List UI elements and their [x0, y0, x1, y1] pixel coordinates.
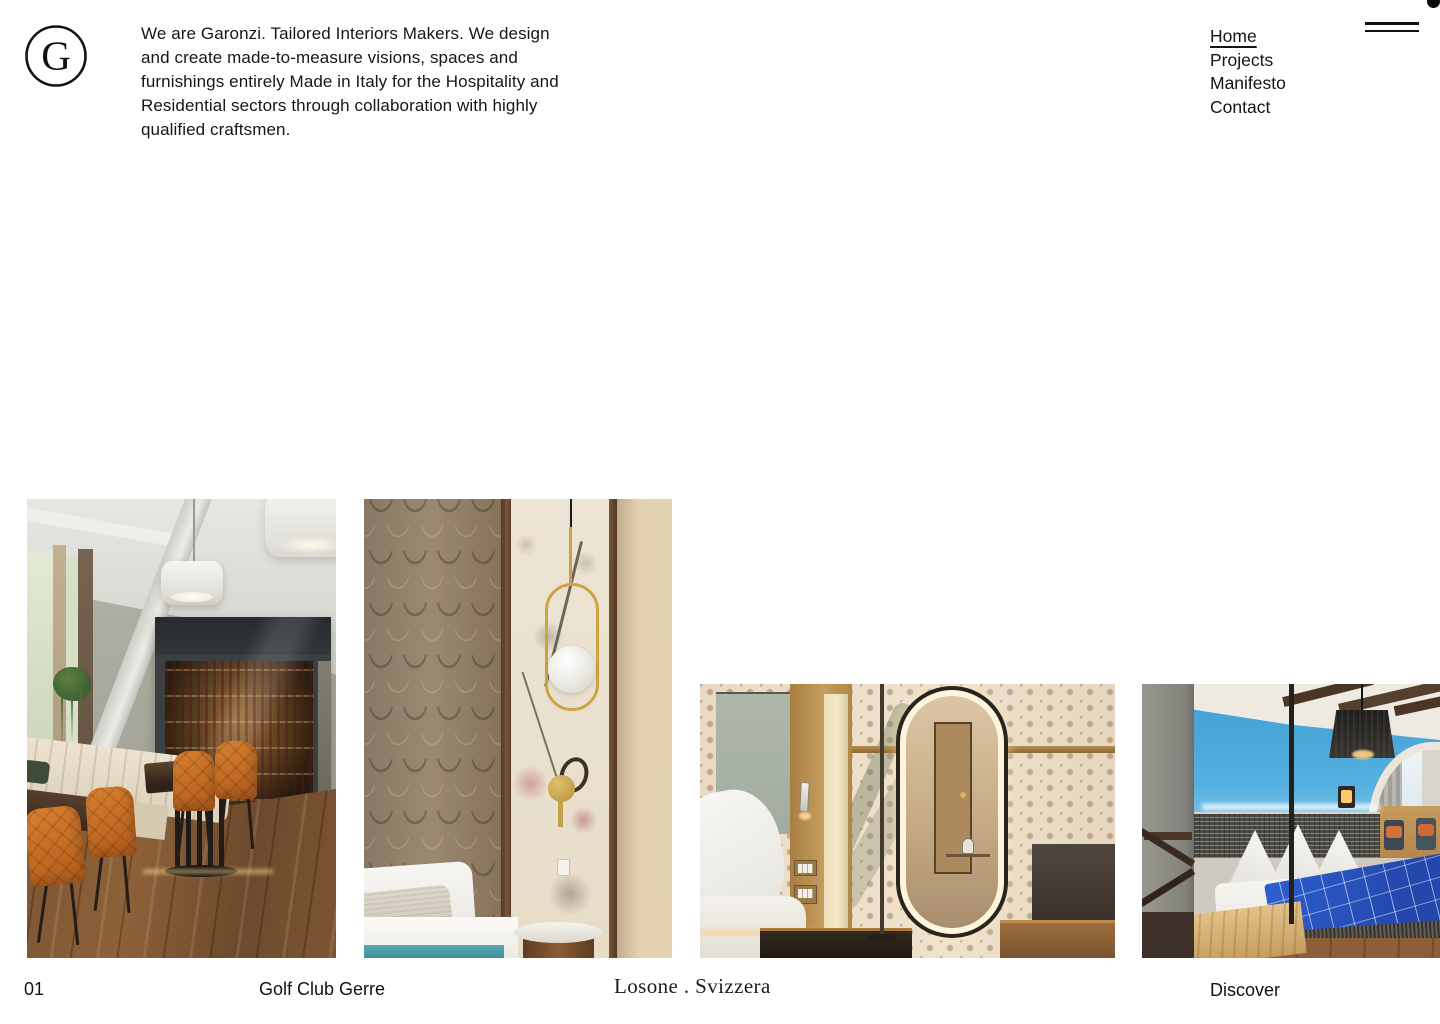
project-photo-bedroom-mirror[interactable] — [700, 684, 1115, 958]
main-nav — [1210, 25, 1286, 119]
reading-light-glow — [799, 812, 811, 820]
arch-opening — [1376, 750, 1440, 858]
pendant-cord — [193, 499, 195, 563]
drum-pendant-lamp — [265, 499, 336, 557]
project-photo-restaurant[interactable] — [27, 499, 336, 958]
reflected-lamp — [962, 838, 974, 854]
reflected-door-handle — [960, 792, 966, 798]
plant-strand — [80, 693, 82, 723]
lamp-glow — [1352, 750, 1374, 759]
hanging-plant — [53, 667, 91, 701]
drum-pendant-lamp — [161, 561, 223, 605]
nav-item-contact[interactable]: Contact — [1210, 96, 1271, 117]
floral-wallpaper-panel — [511, 499, 609, 958]
discover-link[interactable]: Discover — [1210, 980, 1281, 1000]
garonzi-logo[interactable] — [24, 24, 88, 88]
reflected-table — [946, 854, 990, 857]
light-switch — [794, 860, 817, 876]
orange-chair — [173, 751, 215, 811]
wall-lamp-glow — [1341, 790, 1352, 803]
pendant-globe — [548, 646, 595, 693]
orange-cushion — [1386, 826, 1402, 838]
project-index: 01 — [24, 979, 45, 999]
project-photo-bedroom-floral[interactable] — [364, 499, 672, 958]
side-table-top — [514, 922, 602, 943]
cream-panel — [824, 694, 848, 934]
socket-holes — [798, 889, 813, 898]
nav-item-manifesto[interactable]: Manifesto — [1210, 73, 1286, 93]
floor-light-strip — [143, 869, 273, 874]
corner-dot — [1427, 0, 1440, 8]
green-cushion — [27, 759, 50, 784]
mirror-stand-base — [867, 934, 897, 942]
glass-partition-frame — [1289, 684, 1294, 924]
mirror-glass — [906, 696, 998, 928]
switch-keys — [798, 864, 813, 873]
pendant-rod — [569, 527, 572, 585]
hamburger-bar — [1365, 30, 1419, 33]
wood-trim — [609, 499, 617, 958]
floor-shadow — [1142, 912, 1194, 958]
teal-blanket — [364, 945, 504, 958]
lamp-glow — [279, 537, 336, 553]
logo-letter: G — [41, 32, 71, 79]
wood-desk — [1000, 920, 1115, 958]
intro-text: We are Garonzi. Tailored Interiors Makers. We design and create made-to-measure visions, spaces and furnishings entirely Made in Italy for the Hospitality and Residential sectors through collaboration with highly qualified craftsmen. — [141, 24, 559, 139]
orange-chair — [85, 785, 138, 858]
project-location: Losone . Svizzera — [614, 974, 771, 998]
lamp-glow — [171, 592, 213, 602]
nav-item-home[interactable]: Home — [1210, 26, 1257, 46]
nightstand — [760, 928, 912, 958]
mirror-stand-pole — [880, 684, 884, 938]
hamburger-bar — [1365, 22, 1419, 25]
wall-shadow — [617, 499, 639, 958]
orange-cushion — [1418, 824, 1434, 836]
pendant-cord — [570, 499, 572, 527]
reading-light — [799, 782, 810, 812]
project-photo-bedroom-blue[interactable] — [1142, 684, 1440, 958]
wall-outlet — [557, 859, 570, 876]
nav-item-projects[interactable]: Projects — [1210, 49, 1274, 70]
orange-chair — [215, 741, 257, 799]
logo-monogram-icon — [24, 24, 88, 88]
wood-trim — [501, 499, 511, 958]
hamburger-menu-icon[interactable] — [1365, 22, 1419, 33]
orange-chair — [27, 804, 87, 887]
plant-strand — [71, 697, 73, 741]
mirror-led-ring — [900, 690, 1004, 934]
pendant-cord — [1361, 684, 1363, 711]
wall-sconce-disc — [548, 775, 575, 802]
wall-sconce-stem — [558, 799, 563, 827]
project-title[interactable]: Golf Club Gerre — [259, 979, 386, 999]
illuminated-oval-mirror — [896, 686, 1008, 938]
